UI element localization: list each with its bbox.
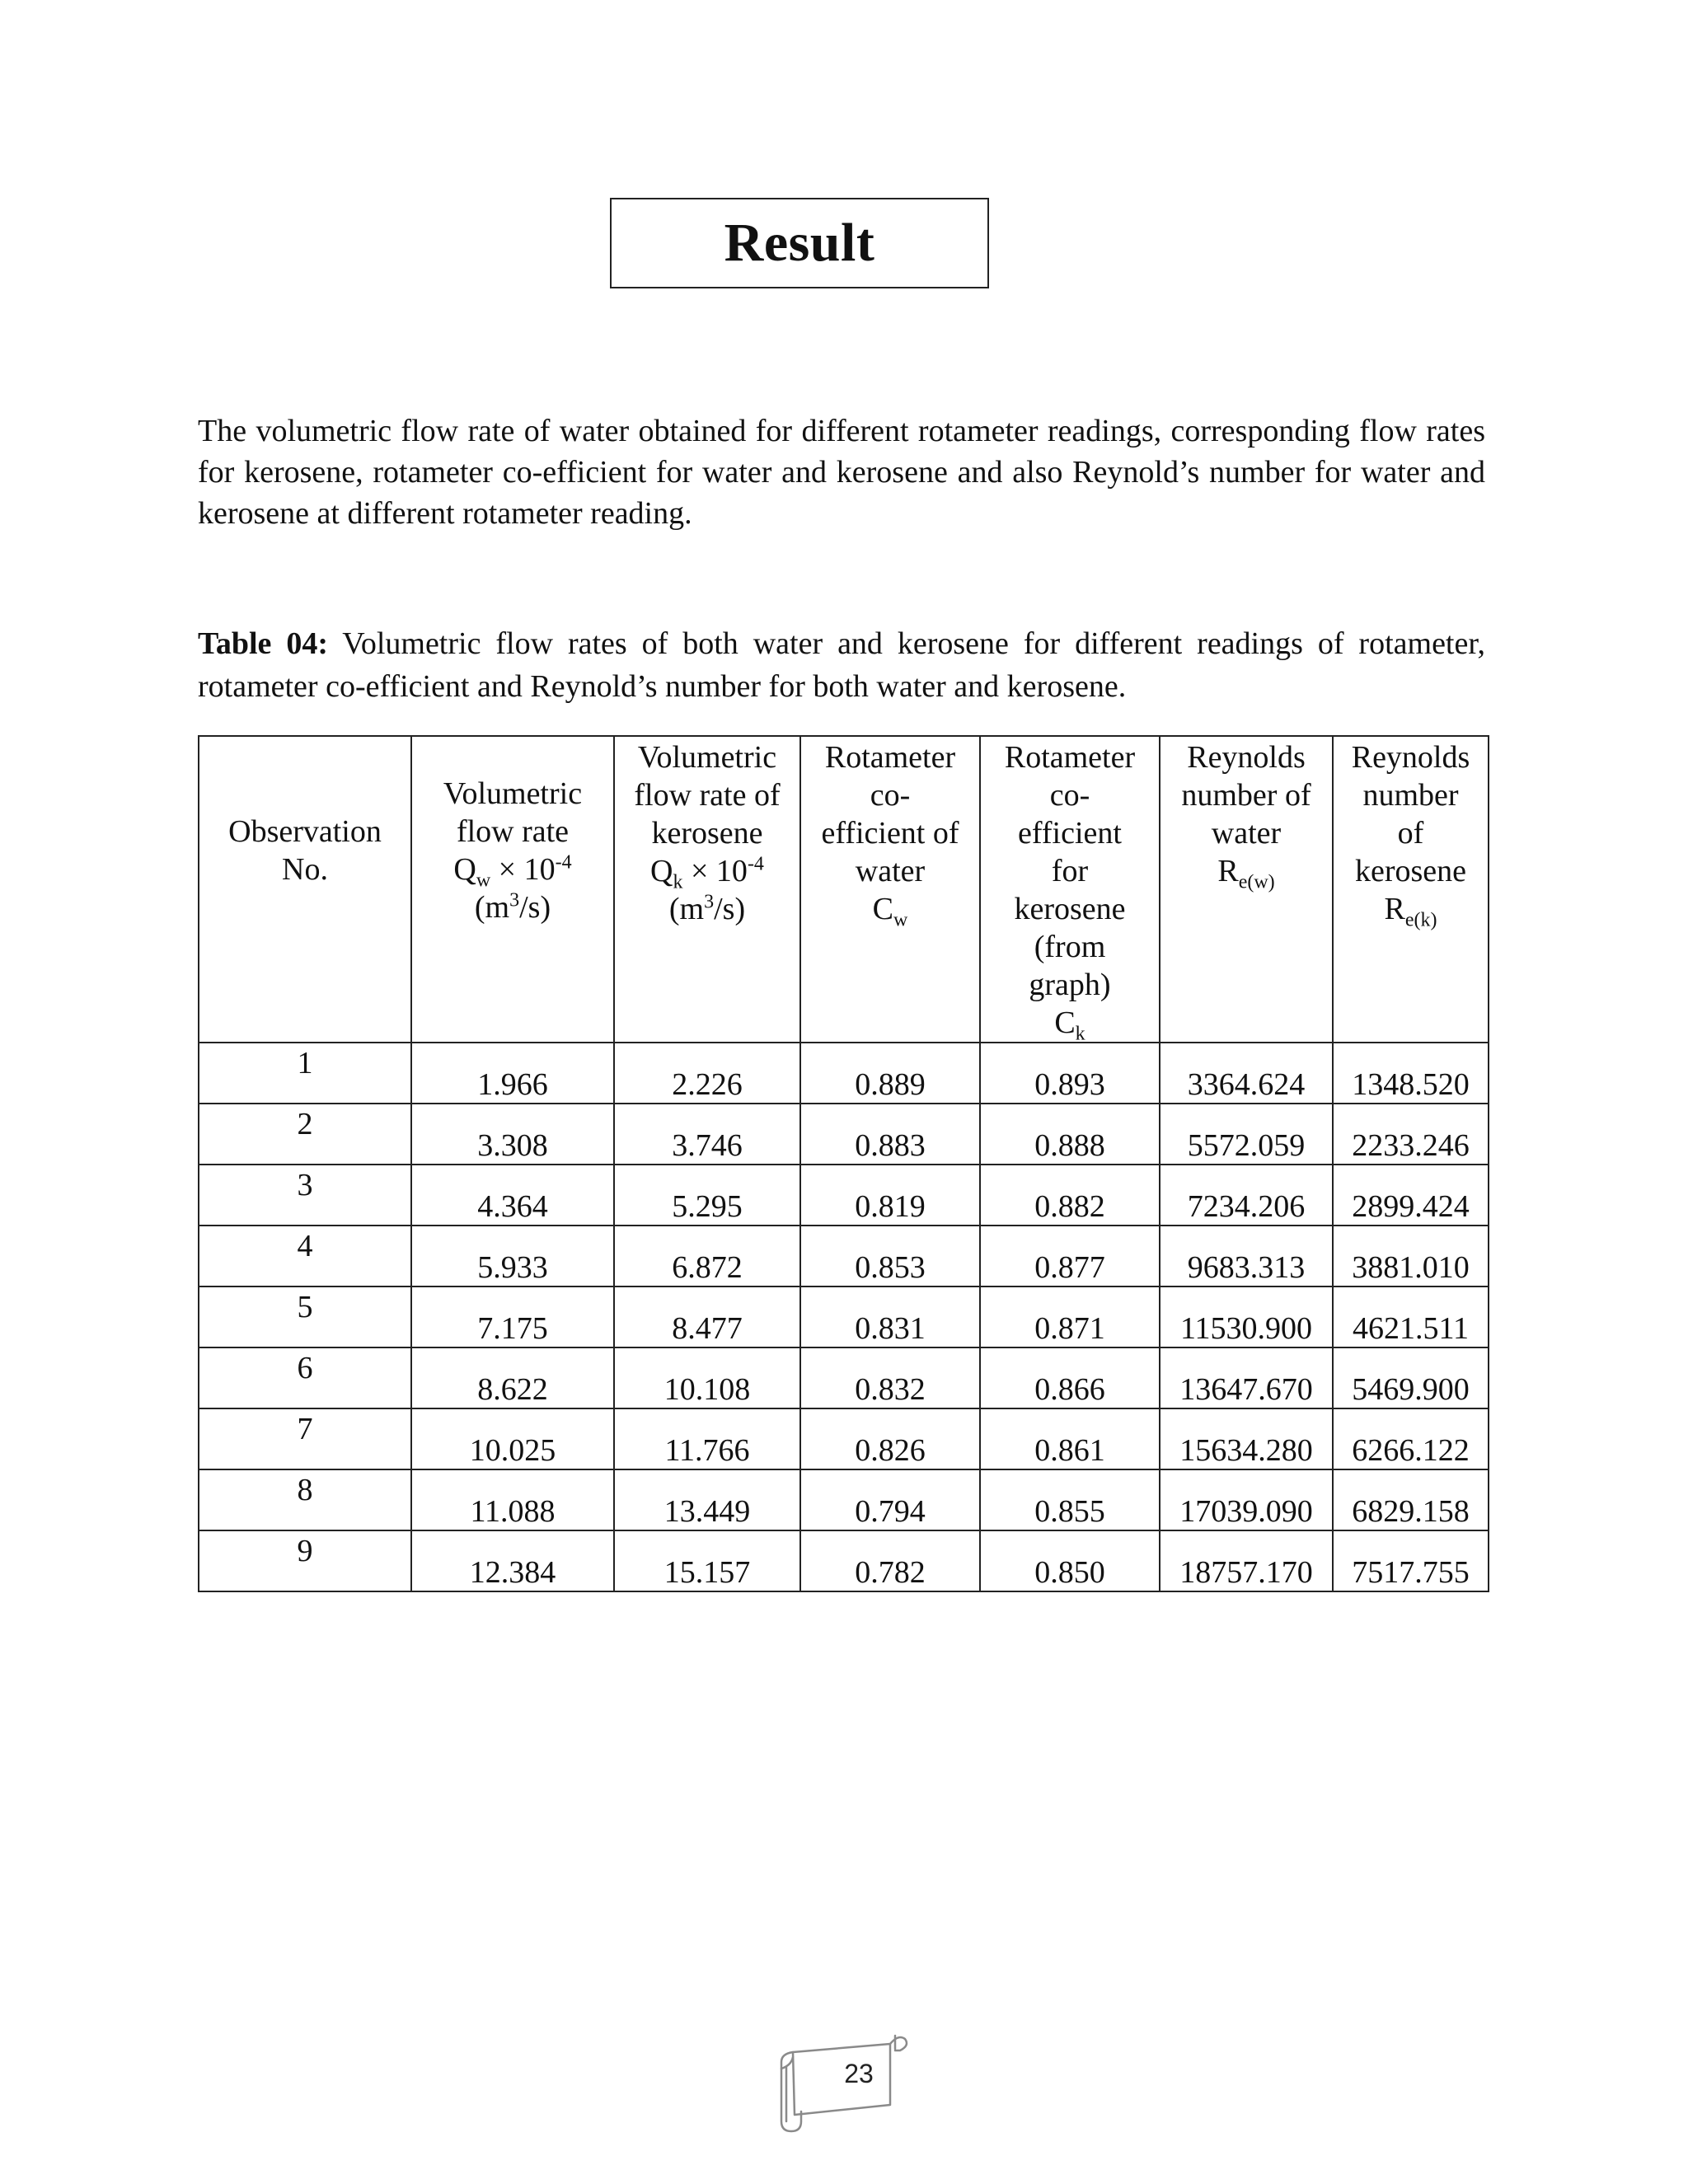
cell-reynolds-kerosene: 2899.424 [1333,1165,1489,1226]
cell-coefficient-kerosene: 0.850 [980,1530,1160,1591]
cell-flow-rate-water: 7.175 [411,1286,614,1347]
cell-flow-rate-kerosene: 3.746 [614,1104,800,1165]
cell-coefficient-kerosene: 0.882 [980,1165,1160,1226]
cell-flow-rate-kerosene: 6.872 [614,1226,800,1286]
table-row [199,1286,1489,1347]
header-rotameter-coefficient-kerosene: Rotameter co- efficient for kerosene (from graph) $C_k$ [980,736,1160,1043]
table-caption-text: Volumetric flow rates of both water and kerosene for different readings of rotameter, rotameter co-efficient and Reynold’s number for both water and kerosene. [198,626,1485,704]
cell-coefficient-kerosene: 0.888 [980,1104,1160,1165]
cell-reynolds-water: 7234.206 [1160,1165,1333,1226]
cell-flow-rate-water: 11.088 [411,1469,614,1530]
cell-flow-rate-kerosene: 2.226 [614,1043,800,1104]
cell-reynolds-kerosene: 1348.520 [1333,1043,1489,1104]
header-rotameter-coefficient-water: Rotameter co- efficient of water $C_w$ [800,736,980,1043]
results-table [198,735,1489,1592]
cell-reynolds-kerosene: 6829.158 [1333,1469,1489,1530]
cell-observation-no: 3 [199,1165,411,1226]
table-header-row [199,736,1489,1043]
table-row [199,1043,1489,1104]
header-reynolds-kerosene: Reynolds number of kerosene $R_{e(k)}$ [1333,736,1489,1043]
cell-flow-rate-kerosene: 13.449 [614,1469,800,1530]
cell-reynolds-water: 18757.170 [1160,1530,1333,1591]
cell-reynolds-kerosene: 4621.511 [1333,1286,1489,1347]
page-number-scroll [767,2019,915,2143]
table-row [199,1408,1489,1469]
cell-reynolds-kerosene: 5469.900 [1333,1347,1489,1408]
cell-flow-rate-water: 3.308 [411,1104,614,1165]
cell-flow-rate-kerosene: 11.766 [614,1408,800,1469]
table-row [199,1347,1489,1408]
cell-flow-rate-water: 4.364 [411,1165,614,1226]
cell-reynolds-water: 5572.059 [1160,1104,1333,1165]
table-row [199,1469,1489,1530]
result-title-box [610,198,989,288]
cell-reynolds-water: 11530.900 [1160,1286,1333,1347]
cell-flow-rate-water: 12.384 [411,1530,614,1591]
header-reynolds-water: Reynolds number of water $R_{e(w)}$ [1160,736,1333,1043]
table-row [199,1165,1489,1226]
cell-coefficient-water: 0.826 [800,1408,980,1469]
cell-flow-rate-water: 1.966 [411,1043,614,1104]
cell-observation-no: 2 [199,1104,411,1165]
table-caption [198,622,1485,708]
cell-observation-no: 7 [199,1408,411,1469]
cell-reynolds-water: 15634.280 [1160,1408,1333,1469]
cell-observation-no: 9 [199,1530,411,1591]
cell-reynolds-kerosene: 6266.122 [1333,1408,1489,1469]
header-observation: Observation No. [199,736,411,1043]
page-title: Result [724,213,875,273]
cell-coefficient-kerosene: 0.893 [980,1043,1160,1104]
cell-coefficient-kerosene: 0.861 [980,1408,1160,1469]
cell-reynolds-water: 3364.624 [1160,1043,1333,1104]
cell-reynolds-water: 9683.313 [1160,1226,1333,1286]
cell-reynolds-kerosene: 7517.755 [1333,1530,1489,1591]
cell-flow-rate-kerosene: 8.477 [614,1286,800,1347]
cell-observation-no: 6 [199,1347,411,1408]
cell-flow-rate-water: 5.933 [411,1226,614,1286]
cell-coefficient-kerosene: 0.871 [980,1286,1160,1347]
table-caption-label: Table 04: [198,626,329,661]
cell-flow-rate-kerosene: 15.157 [614,1530,800,1591]
cell-flow-rate-water: 8.622 [411,1347,614,1408]
cell-observation-no: 5 [199,1286,411,1347]
cell-coefficient-kerosene: 0.855 [980,1469,1160,1530]
cell-coefficient-water: 0.889 [800,1043,980,1104]
table-body [199,1043,1489,1591]
cell-coefficient-kerosene: 0.877 [980,1226,1160,1286]
cell-reynolds-kerosene: 2233.246 [1333,1104,1489,1165]
cell-coefficient-water: 0.831 [800,1286,980,1347]
table-row [199,1104,1489,1165]
cell-reynolds-water: 17039.090 [1160,1469,1333,1530]
cell-coefficient-water: 0.782 [800,1530,980,1591]
cell-coefficient-water: 0.883 [800,1104,980,1165]
cell-observation-no: 8 [199,1469,411,1530]
table-row [199,1226,1489,1286]
header-volumetric-flow-kerosene: Volumetric flow rate of kerosene $Q_k \times 10^{-4}$ $(m^3/s)$ [614,736,800,1043]
page-number: 23 [844,2059,874,2088]
cell-coefficient-kerosene: 0.866 [980,1347,1160,1408]
cell-observation-no: 1 [199,1043,411,1104]
cell-coefficient-water: 0.819 [800,1165,980,1226]
cell-coefficient-water: 0.794 [800,1469,980,1530]
header-volumetric-flow-water: Volumetric flow rate $Q_w \times 10^{-4}$ $(m^3/s)$ [411,736,614,1043]
intro-paragraph: The volumetric flow rate of water obtained for different rotameter readings, corresponding flow rates for kerosene, rotameter co-efficient for water and kerosene and also Reynold’s number for water and kerosene at different rotameter reading. [198,414,1485,531]
cell-coefficient-water: 0.832 [800,1347,980,1408]
cell-reynolds-water: 13647.670 [1160,1347,1333,1408]
cell-observation-no: 4 [199,1226,411,1286]
table-row [199,1530,1489,1591]
cell-flow-rate-water: 10.025 [411,1408,614,1469]
cell-reynolds-kerosene: 3881.010 [1333,1226,1489,1286]
cell-coefficient-water: 0.853 [800,1226,980,1286]
cell-flow-rate-kerosene: 5.295 [614,1165,800,1226]
cell-flow-rate-kerosene: 10.108 [614,1347,800,1408]
